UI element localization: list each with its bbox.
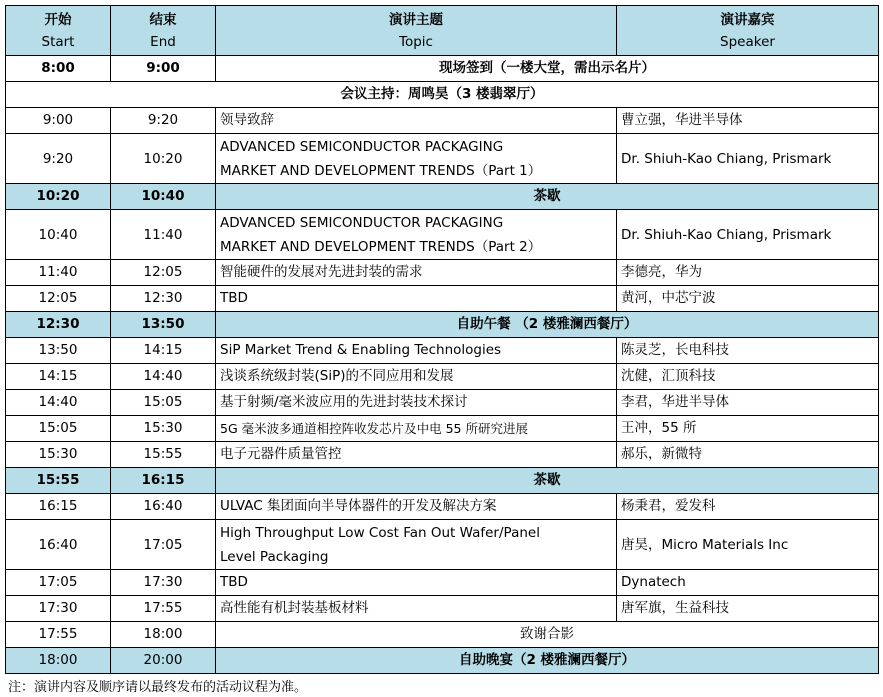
row-topic: ADVANCED SEMICONDUCTOR PACKAGING MARKET AND DEVELOPMENT TRENDS（Part 2） <box>216 210 617 260</box>
row-start: 16:40 <box>6 520 111 570</box>
row-start: 14:40 <box>6 390 111 416</box>
row-start: 17:55 <box>6 622 111 648</box>
row-start: 12:05 <box>6 286 111 312</box>
row-speaker: 沈健，汇顶科技 <box>617 364 879 390</box>
lunch-label: 自助午餐 （2 楼雅澜西餐厅） <box>216 312 879 338</box>
row-speaker: 王冲，55 所 <box>617 416 879 442</box>
table-row <box>6 260 879 286</box>
row-start: 10:20 <box>6 184 111 210</box>
row-topic: 5G 毫米波多通道相控阵收发芯片及中电 55 所研究进展 <box>216 416 617 442</box>
row-end: 17:05 <box>111 520 216 570</box>
row-end: 20:00 <box>111 648 216 674</box>
row-speaker: 李德亮，华为 <box>617 260 879 286</box>
table-row <box>6 494 879 520</box>
row-topic: 基于射频/毫米波应用的先进封装技术探讨 <box>216 390 617 416</box>
row-start: 13:50 <box>6 338 111 364</box>
row-speaker: Dr. Shiuh-Kao Chiang, Prismark <box>617 134 879 184</box>
row-end: 15:05 <box>111 390 216 416</box>
header-speaker: 演讲嘉宾 Speaker <box>617 6 879 56</box>
row-speaker: 陈灵芝，长电科技 <box>617 338 879 364</box>
dinner-label: 自助晚宴（2 楼雅澜西餐厅） <box>216 648 879 674</box>
row-speaker: 李君，华进半导体 <box>617 390 879 416</box>
row-topic: SiP Market Trend & Enabling Technologies <box>216 338 617 364</box>
row-end: 14:15 <box>111 338 216 364</box>
row-topic: 领导致辞 <box>216 108 617 134</box>
row-end: 12:05 <box>111 260 216 286</box>
row-end: 17:55 <box>111 596 216 622</box>
row-end: 16:15 <box>111 468 216 494</box>
row-start: 15:30 <box>6 442 111 468</box>
row-start: 18:00 <box>6 648 111 674</box>
row-start: 9:20 <box>6 134 111 184</box>
row-end: 13:50 <box>111 312 216 338</box>
row-speaker: Dr. Shiuh-Kao Chiang, Prismark <box>617 210 879 260</box>
row-end: 12:30 <box>111 286 216 312</box>
table-row <box>6 596 879 622</box>
checkin-start: 8:00 <box>6 56 111 82</box>
row-speaker: 黄河，中芯宁波 <box>617 286 879 312</box>
break-label: 茶歇 <box>216 184 879 210</box>
table-row <box>6 364 879 390</box>
host-row <box>6 82 879 108</box>
row-topic: ULVAC 集团面向半导体器件的开发及解决方案 <box>216 494 617 520</box>
row-end: 10:20 <box>111 134 216 184</box>
row-topic: 浅谈系统级封装(SiP)的不同应用和发展 <box>216 364 617 390</box>
row-speaker: 郝乐，新微特 <box>617 442 879 468</box>
row-end: 15:55 <box>111 442 216 468</box>
row-end: 11:40 <box>111 210 216 260</box>
table-row <box>6 442 879 468</box>
row-speaker: 曹立强，华进半导体 <box>617 108 879 134</box>
row-end: 16:40 <box>111 494 216 520</box>
row-topic: 电子元器件质量管控 <box>216 442 617 468</box>
row-start: 16:15 <box>6 494 111 520</box>
checkin-topic: 现场签到（一楼大堂，需出示名片） <box>216 56 879 82</box>
table-row <box>6 338 879 364</box>
table-row <box>6 520 879 570</box>
row-start: 17:30 <box>6 596 111 622</box>
row-topic: TBD <box>216 570 617 596</box>
row-end: 14:40 <box>111 364 216 390</box>
header-end: 结束 End <box>111 6 216 56</box>
row-speaker: Dynatech <box>617 570 879 596</box>
row-start: 15:05 <box>6 416 111 442</box>
row-topic: 高性能有机封装基板材料 <box>216 596 617 622</box>
row-topic: ADVANCED SEMICONDUCTOR PACKAGING MARKET AND DEVELOPMENT TRENDS（Part 1） <box>216 134 617 184</box>
row-speaker: 唐昊，Micro Materials Inc <box>617 520 879 570</box>
table-row <box>6 390 879 416</box>
row-start: 14:15 <box>6 364 111 390</box>
photo-row <box>6 622 879 648</box>
checkin-row <box>6 56 879 82</box>
row-topic: High Throughput Low Cost Fan Out Wafer/Panel Level Packaging <box>216 520 617 570</box>
host-label: 会议主持：周鸣昊（3 楼翡翠厅） <box>6 82 879 108</box>
header-topic: 演讲主题 Topic <box>216 6 617 56</box>
row-start: 15:55 <box>6 468 111 494</box>
break-row <box>6 468 879 494</box>
table-row <box>6 108 879 134</box>
table-row <box>6 210 879 260</box>
table-row <box>6 134 879 184</box>
header-row <box>6 6 879 56</box>
dinner-row <box>6 648 879 674</box>
header-start: 开始 Start <box>6 6 111 56</box>
row-end: 18:00 <box>111 622 216 648</box>
break-row <box>6 184 879 210</box>
table-row <box>6 416 879 442</box>
row-topic: TBD <box>216 286 617 312</box>
table-row <box>6 570 879 596</box>
row-end: 9:20 <box>111 108 216 134</box>
row-start: 10:40 <box>6 210 111 260</box>
footnote: 注：演讲内容及顺序请以最终发布的活动议程为准。 <box>8 680 308 695</box>
break-label: 茶歇 <box>216 468 879 494</box>
row-end: 10:40 <box>111 184 216 210</box>
lunch-row <box>6 312 879 338</box>
row-start: 11:40 <box>6 260 111 286</box>
row-end: 17:30 <box>111 570 216 596</box>
row-speaker: 唐军旗，生益科技 <box>617 596 879 622</box>
row-start: 12:30 <box>6 312 111 338</box>
agenda-table <box>5 5 879 674</box>
row-speaker: 杨秉君，爱发科 <box>617 494 879 520</box>
row-topic: 智能硬件的发展对先进封装的需求 <box>216 260 617 286</box>
table-row <box>6 286 879 312</box>
photo-label: 致谢合影 <box>216 622 879 648</box>
checkin-end: 9:00 <box>111 56 216 82</box>
row-start: 17:05 <box>6 570 111 596</box>
row-start: 9:00 <box>6 108 111 134</box>
row-end: 15:30 <box>111 416 216 442</box>
